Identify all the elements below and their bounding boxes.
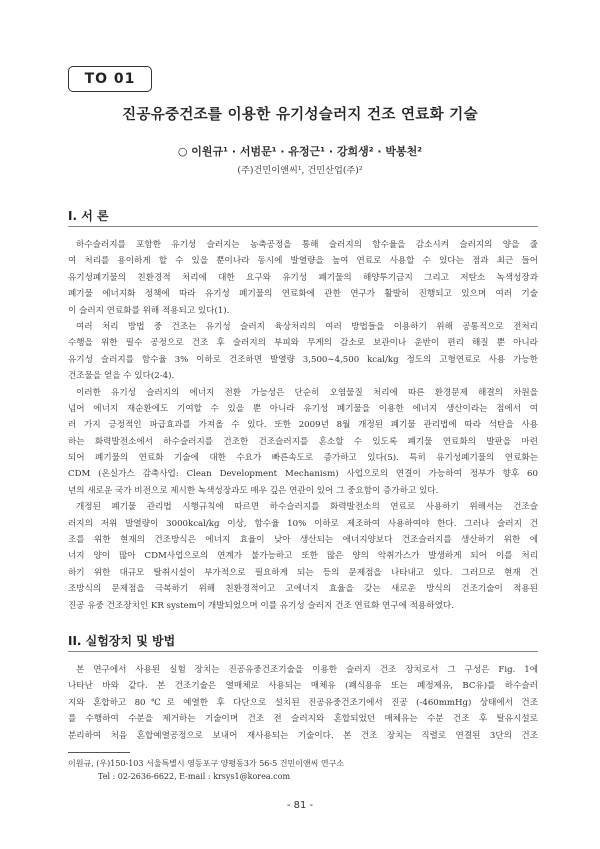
text-line: 되어 폐기물의 연료화 기술에 대한 수요가 빠른속도로 증가하고 있다(5). 특히 유기성폐기물의 연료화는	[68, 453, 538, 464]
text-line: 진공 유중 건조장치인 KR system이 개발되었으며 이를 유기성 슬러지 건조 연료화 연구에 적용하였다.	[68, 600, 454, 611]
text-line: 이 슬러지 연료화를 위해 적용되고 있다(1).	[68, 305, 230, 316]
text-line: 본 연구에서 사용된 실험 장치는 진공유중건조기술을 이용한 슬러지 건조 장치로서 그 구성은 Fig. 1에	[76, 665, 538, 675]
text-line: 건조물을 얻을 수 있다(2-4).	[68, 371, 175, 382]
section-heading-introduction: I. 서 론	[68, 209, 109, 223]
text-line: CDM (온실가스 감축사업: Clean Development Mechanism) 사업으로의 연결이 가능하여 정부가 향후 60	[68, 469, 538, 480]
page-number: - 81 -	[286, 800, 314, 811]
footnote-contact: Tel : 02-2636-6622, E-mail : krsys1@korea.com	[98, 772, 291, 781]
text-line: 이러한 유기성 슬러지의 에너지 전환 가능성은 단순히 오염물질 처리에 따른 환경문제 해결의 차원을	[76, 387, 538, 398]
text-line: 조를 위한 현재의 건조방식은 에너지 효율이 낮아 생산되는 에너지양보다 건조슬러지를 생산하기 위한 에	[68, 535, 538, 546]
text-line: 나타난 바와 같다. 본 건조기술은 열매체로 사용되는 매체유 (폐식용유 또는 폐정제유, BC유)를 하수슬러	[68, 681, 538, 692]
section-rule	[68, 226, 538, 227]
text-line: 수행을 위한 필수 공정으로 건조 후 슬러지의 부피와 무게의 감소로 보관이나 운반이 편리 해질 뿐 아니라	[68, 338, 538, 349]
text-line: 여 처리를 용이하게 할 수 있을 뿐이나라 동시에 발열량을 높여 연료로 사용할 수 있다는 점과 최근 들어	[68, 256, 538, 267]
text-line: 러지의 저위 발열량이 3000kcal/kg 이상, 함수율 10% 이하로 제조하여 사용하여야 한다. 그러나 슬러지 건	[68, 518, 538, 529]
footnote	[68, 757, 538, 783]
text-line: 분리하여 처음 혼합예열공정으로 보내어 재사용되는 기술이다. 본 건조 장치는 직렬로 연결된 3단의 건조	[68, 730, 538, 741]
affiliations: (주)건민이앤씨¹, 건민산업(주)²	[237, 165, 363, 176]
text-line: 년의 새로운 국가 비전으로 제시한 녹색성장과도 매우 깊은 연관이 있어 그 중요함이 증가하고 있다.	[68, 485, 439, 496]
text-line: 조방식의 문제점을 극복하기 위해 친환경적이고 고에너지 효율을 갖는 새로운 방식의 건조기술이 적용된	[68, 584, 538, 595]
text-line: 를 수행하여 수분을 제거하는 기술이며 건조 전 슬러지와 혼합되었던 매체유는 수분 건조 후 탈유시설로	[68, 714, 538, 725]
introduction-body	[68, 237, 538, 614]
text-line: 넘어 에너지 재순환에도 기여할 수 있을 뿐 아니라 유기성 폐기물을 이용한 에너지 생산이라는 점에서 여	[68, 403, 538, 414]
section-heading-methods: II. 실험장치 및 방법	[68, 634, 176, 648]
footnote-rule	[68, 752, 130, 753]
methods-body	[68, 662, 538, 744]
author-names: 이원규¹ · 서범문¹ · 유정근¹ · 강희생² · 박봉천²	[191, 145, 423, 158]
section-rule	[68, 651, 538, 652]
presenter-marker: ○	[177, 145, 188, 158]
text-line: 지와 혼합하고 80℃로 예열한 후 다단으로 설치된 진공유중건조기에서 진공 (-460mmHg) 상태에서 건조	[68, 697, 538, 708]
text-line: 하는 화력발전소에서 하수슬러지를 건조한 건조슬러지를 혼소할 수 있도록 폐기물 연료화의 발판을 마련	[68, 436, 538, 447]
footnote-address: 이원규, (우)150-103 서울특별시 영등포구 양평동3가 56-5 건민이앤씨 연구소	[68, 759, 345, 768]
text-line: 개정된 폐기물 관리법 시행규칙에 따르면 하수슬러지를 화력발전소의 연료로 사용하기 위해서는 건조슬	[76, 502, 538, 513]
text-line: 유기성 슬러지를 함수율 3% 이하로 건조하면 발열량 3,500∼4,500 kcal/kg 정도의 고형연료로 사용 가능한	[68, 354, 538, 365]
paper-title: 진공유중건조를 이용한 유기성슬러지 건조 연료화 기술	[122, 107, 478, 123]
text-line: 유기성폐기물의 친환경적 처리에 대한 요구와 유기성 폐기물의 해양투기금지 그리고 저탄소 녹색성장과	[68, 272, 538, 283]
session-code-badge: TO 01	[68, 66, 152, 92]
text-line: 폐기물 에너지화 정책에 따라 유기성 폐기물의 연료화에 관한 연구가 활발히 진행되고 있으며 여러 기술	[68, 289, 538, 300]
text-line: 너지 양이 많아 CDM사업으로의 연계가 불가능하고 또한 많은 양의 악취가스가 발생하게 되어 이를 처리	[68, 551, 538, 562]
text-line: 하수슬러지를 포함한 유기성 슬러지는 농축공정을 통해 슬러지의 함수율을 감소시켜 슬러지의 양을 줄	[76, 240, 538, 250]
author-list	[0, 143, 600, 159]
text-line: 여러 처리 방법 중 건조는 유기성 슬러지 육상처리의 여러 방법들을 이용하기 위해 공통적으로 전처리	[76, 321, 538, 332]
text-line: 하기 위한 대규모 탈취시설이 부가적으로 필요하게 되는 등의 문제점을 나타내고 있다. 그러므로 현재 건	[68, 567, 538, 578]
text-line: 러 가지 긍정적인 파급효과를 가져올 수 있다. 또한 2009년 8월 개정된 폐기물 관리법에 따라 석탄을 사용	[68, 420, 538, 431]
